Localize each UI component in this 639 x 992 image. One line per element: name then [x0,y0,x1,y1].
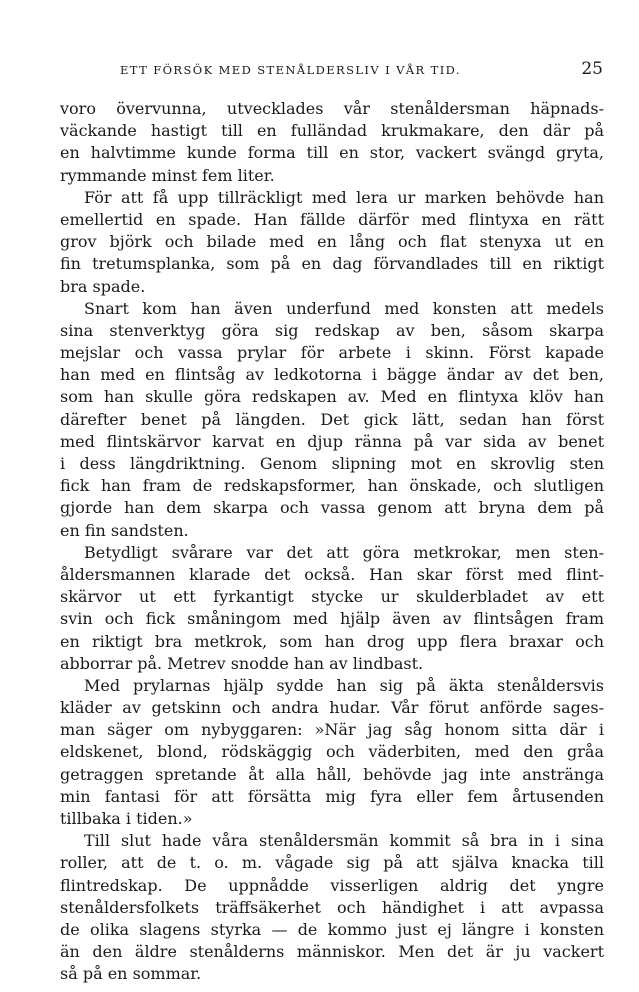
text-line: mejslar och vassa prylar för arbete i skinn. Först kapade [60,343,604,363]
text-line: abborrar på. Metrev snodde han av lindbast. [60,653,424,673]
text-line: stenåldersfolkets träffsäkerhet och händighet i att avpassa [60,897,604,917]
text-line: så på en sommar. [60,964,202,984]
text-line: Betydligt svårare var det att göra metkrokar, men sten- [84,542,604,562]
text-line: fin tretumsplanka, som på en dag förvandlades till en riktigt [60,254,604,274]
text-line: emellertid en spade. Han fällde därför med flintyxa en rätt [60,209,604,229]
text-line: därefter benet på längden. Det gick lätt, sedan han först [60,409,604,429]
text-line: gjorde han dem skarpa och vassa genom att bryna dem på [60,498,604,518]
text-line: eldskenet, blond, rödskäggig och väderbiten, med den gråa [60,742,604,762]
text-line: åldersmannen klarade det också. Han skar först med flint- [60,564,604,584]
text-line: sina stenverktyg göra sig redskap av ben, såsom skarpa [60,320,604,340]
body-text [60,98,604,986]
text-line: som han skulle göra redskapen av. Med en flintyxa klöv han [60,387,604,407]
text-line: bra spade. [60,276,146,296]
text-line: man säger om nybyggaren: »När jag såg honom sitta där i [60,720,604,740]
text-line: voro övervunna, utvecklades vår stenåldersman häpnads- [60,99,604,118]
running-title: ETT FÖRSÖK MED STENÅLDERSLIV I VÅR TID. [120,63,461,77]
text-line: getraggen spretande åt alla håll, behövde jag inte anstränga [60,764,604,784]
text-line: i dess längdriktning. Genom slipning mot en skrovlig sten [60,454,604,473]
text-line: grov björk och bilade med en lång och flat stenyxa ut en [60,232,604,252]
text-line: skärvor ut ett fyrkantigt stycke ur skulderbladet av ett [60,587,604,607]
text-line: kläder av getskinn och andra hudar. Vår förut anförde sages- [60,698,604,718]
text-line: svin och fick småningom med hjälp även av flintsågen fram [60,609,604,629]
text-line: väckande hastigt till en fulländad krukmakare, den där på [60,121,604,141]
text-line: Snart kom han även underfund med konsten att medels [84,298,604,318]
text-line: en halvtimme kunde forma till en stor, vackert svängd gryta, [60,143,604,163]
running-head [60,59,605,81]
text-line: en riktigt bra metkrok, som han drog upp flera braxar och [60,631,604,651]
text-line: tillbaka i tiden.» [60,809,193,828]
text-line: Till slut hade våra stenåldersmän kommit så bra in i sina [84,831,604,851]
text-line: fick han fram de redskapsformer, han önskade, och slutligen [60,476,604,496]
text-line: roller, att de t. o. m. vågade sig på att själva knacka till [60,853,604,873]
text-line: en fin sandsten. [60,520,189,540]
text-line: han med en flintsåg av ledkotorna i bägge ändar av det ben, [60,365,604,385]
page-number: 25 [581,59,603,79]
text-line: För att få upp tillräckligt med lera ur marken behövde han [84,187,604,207]
text-line: Med prylarnas hjälp sydde han sig på äkta stenåldersvis [84,675,604,695]
text-line: flintredskap. De uppnådde visserligen aldrig det yngre [60,875,604,895]
text-line: min fantasi för att försätta mig fyra eller fem årtusenden [60,786,604,806]
text-line: med flintskärvor karvat en djup ränna på var sida av benet [60,431,604,451]
text-line: de olika slagens styrka — de kommo just ej längre i konsten [60,919,604,939]
text-line: än den äldre stenålderns människor. Men det är ju vackert [60,942,604,962]
text-line: rymmande minst fem liter. [60,165,275,185]
